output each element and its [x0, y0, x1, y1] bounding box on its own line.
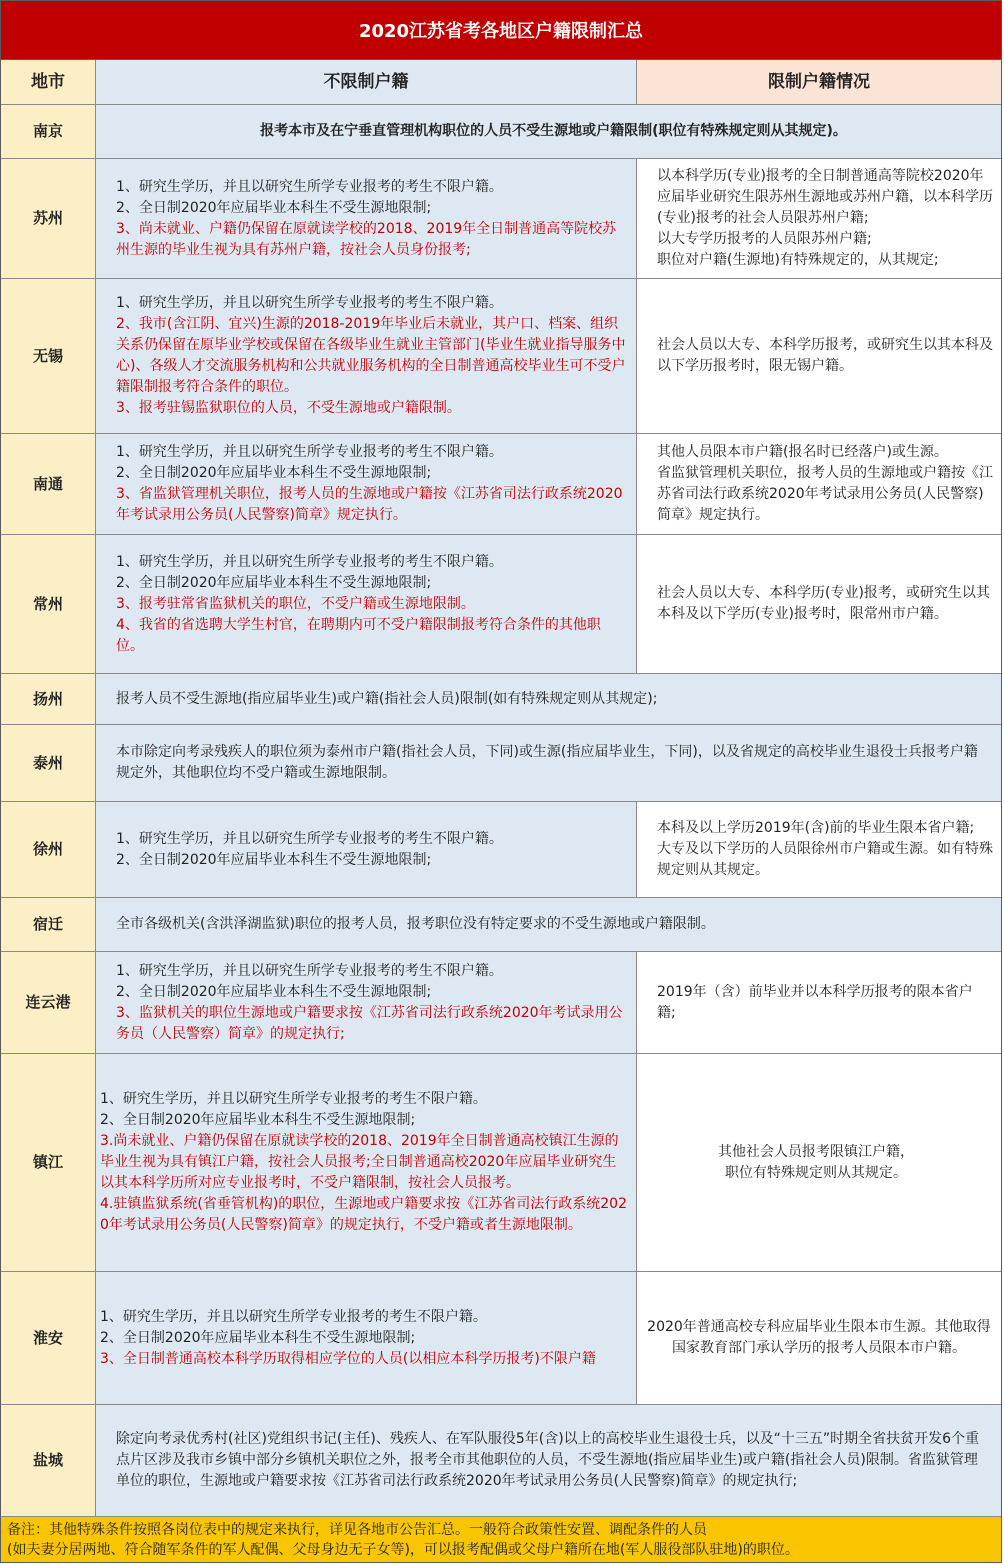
table-row-huaian: [1, 1271, 1001, 1404]
policy-line: 1、研究生学历，并且以研究生所学专业报考的考生不限户籍。: [100, 1308, 487, 1325]
city-cell: 无锡: [1, 279, 96, 433]
table-row-xuzhou: [1, 801, 1001, 897]
unlimited-cell: [96, 434, 637, 534]
table-row-zhenjiang: [1, 1053, 1001, 1271]
policy-line-highlight: 3、监狱机关的职位生源地或户籍要求按《江苏省司法行政系统2020年考试录用公务员（人民警察）简章》的规定执行;: [116, 1004, 623, 1042]
unlimited-cell: [96, 802, 637, 897]
limit-line: 2019年（含）前毕业并以本科学历报考的限本省户: [657, 983, 973, 1000]
limited-cell: [637, 952, 1001, 1053]
table-row-wuxi: [1, 278, 1001, 433]
table-row-nanjing: [1, 104, 1001, 158]
city-cell: 淮安: [1, 1272, 96, 1404]
policy-line: 1、研究生学历，并且以研究生所学专业报考的考生不限户籍。: [116, 178, 503, 195]
city-cell: 扬州: [1, 674, 96, 724]
limited-cell: [637, 1054, 1001, 1271]
footnote: [1, 1516, 1001, 1562]
policy-line: 2、全日制2020年应届毕业本科生不受生源地限制;: [100, 1329, 416, 1346]
table-row-lianyungang: [1, 951, 1001, 1053]
limited-cell: [637, 1272, 1001, 1404]
policy-line-highlight: 3、报考驻锡监狱职位的人员，不受生源地或户籍限制。: [116, 400, 461, 416]
policy-line: 2、全日制2020年应届毕业本科生不受生源地限制;: [116, 199, 432, 216]
table-title: 2020江苏省考各地区户籍限制汇总: [1, 1, 1001, 60]
policy-line: 1、研究生学历，并且以研究生所学专业报考的考生不限户籍。: [116, 830, 503, 847]
policy-line: 1、研究生学历，并且以研究生所学专业报考的考生不限户籍。: [116, 962, 503, 979]
header-city: 地市: [1, 60, 96, 104]
table-row-suqian: [1, 897, 1001, 951]
policy-line-highlight: 2、我市(含江阴、宜兴)生源的2018-2019年毕业后未就业，其户口、档案、组织关系仍保留在原毕业学校或保留在各级毕业生就业主管部门(毕业生就业指导服务中心)、各级人才交流服务机构和公共就业服务机构的全日制普通高校毕业生可不受户籍限制报考符合条件的职位。: [116, 316, 626, 395]
limit-line: 社会人员以大专、本科学历报考，或研究生以其本科及以下学历报考时，限无锡户籍。: [657, 337, 993, 374]
table-row-changzhou: [1, 534, 1001, 673]
limit-line: 省监狱管理机关职位，报考人员的生源地或户籍按《江苏省司法行政系统2020年考试录用公务员(人民警察)简章》规定执行。: [657, 465, 993, 523]
policy-line-highlight: 3、尚未就业、户籍仍保留在原就读学校的2018、2019年全日制普通高等院校苏州生源的毕业生视为具有苏州户籍，按社会人员身份报考;: [116, 220, 617, 258]
city-cell: 盐城: [1, 1405, 96, 1516]
unlimited-cell: [96, 279, 637, 433]
policy-line-highlight: 3、省监狱管理机关职位，报考人员的生源地或户籍按《江苏省司法行政系统2020年考试录用公务员(人民警察)简章》规定执行。: [116, 486, 623, 523]
unlimited-cell: [96, 159, 637, 278]
city-cell: 常州: [1, 535, 96, 673]
policy-line: 1、研究生学历，并且以研究生所学专业报考的考生不限户籍。: [116, 553, 503, 570]
footnote-line: 备注：其他特殊条件按照各岗位表中的规定来执行，详见各地市公告汇总。一般符合政策性安置、调配条件的人员: [7, 1522, 707, 1538]
policy-line-highlight: 3.尚未就业、户籍仍保留在原就读学校的2018、2019年全日制普通高校镇江生源的毕业生视为具有镇江户籍，按社会人员报考;全日制普通高校2020年应届毕业研究生以其本科学历所对应专业报考时，不受户籍限制，按社会人员报考。: [100, 1133, 619, 1191]
policy-line-highlight: 4、我省的省选聘大学生村官，在聘期内可不受户籍限制报考符合条件的其他职位。: [116, 616, 601, 654]
policy-line: 2、全日制2020年应届毕业本科生不受生源地限制;: [116, 983, 432, 1000]
limit-line: 社会人员以大专、本科学历(专业)报考，或研究生以其本科及以下学历(专业)报考时，限常州市户籍。: [657, 585, 990, 622]
full-policy-cell: 报考本市及在宁垂直管理机构职位的人员不受生源地或户籍限制(职位有特殊规定则从其规定)。: [96, 105, 1001, 158]
table-row-yangzhou: [1, 673, 1001, 724]
policy-text: 本市除定向考录残疾人的职位须为泰州市户籍(指社会人员，下同)或生源(指应届毕业生，下同)，以及省规定的高校毕业生退役士兵报考户籍规定外，其他职位均不受户籍或生源地限制。: [116, 744, 978, 781]
policy-line: 1、研究生学历，并且以研究生所学专业报考的考生不限户籍。: [116, 295, 503, 311]
full-policy-cell: 报考人员不受生源地(指应届毕业生)或户籍(指社会人员)限制(如有特殊规定则从其规定);: [96, 674, 1001, 724]
limited-cell: [637, 434, 1001, 534]
policy-line-highlight: 3、报考驻常省监狱机关的职位，不受户籍或生源地限制。: [116, 595, 475, 612]
limit-line: 职位对户籍(生源地)有特殊规定的，从其规定;: [657, 252, 939, 268]
policy-line: 2、全日制2020年应届毕业本科生不受生源地限制;: [116, 465, 432, 481]
city-cell: 南通: [1, 434, 96, 534]
policy-line-highlight: 3、全日制普通高校本科学历取得相应学位的人员(以相应本科学历报考)不限户籍: [100, 1350, 596, 1367]
policy-line: 1、研究生学历，并且以研究生所学专业报考的考生不限户籍。: [100, 1091, 487, 1107]
policy-line: 2、全日制2020年应届毕业本科生不受生源地限制;: [116, 851, 432, 868]
policy-line-highlight: 4.驻镇监狱系统(省垂管机构)的职位，生源地或户籍要求按《江苏省司法行政系统2020年考试录用公务员(人民警察)简章》的规定执行，不受户籍或者生源地限制。: [100, 1196, 628, 1233]
limit-line: 2020年普通高校专科应届毕业生限本市生源。其他取得国家教育部门承认学历的报考人员限本市户籍。: [647, 1319, 991, 1356]
city-cell: 南京: [1, 105, 96, 158]
policy-text: 除定向考录优秀村(社区)党组织书记(主任)、残疾人、在军队服役5年(含)以上的高校毕业生退役士兵，以及“十三五”时期全省扶贫开发6个重点片区涉及我市乡镇中部分乡镇机关职位之外，报考全市其他职位的人员，不受生源地(指应届毕业生)或户籍(指社会人员)限制。省监狱管理单位的职位，生源地或户籍要求按《江苏省司法行政系统2020年考试录用公务员(人民警察)简章》的规定执行;: [116, 1431, 980, 1489]
city-cell: 苏州: [1, 159, 96, 278]
table-row-suzhou: [1, 158, 1001, 278]
city-cell: 泰州: [1, 725, 96, 801]
footnote-line: (如夫妻分居两地、符合随军条件的军人配偶、父母身边无子女等)，可以报考配偶或父母户籍所在地(军人服役部队驻地)的职位。: [7, 1542, 799, 1558]
table-row-yancheng: [1, 1404, 1001, 1516]
full-policy-cell: 全市各级机关(含洪泽湖监狱)职位的报考人员，报考职位没有特定要求的不受生源地或户籍限制。: [96, 898, 1001, 951]
limit-line: 其他社会人员报考限镇江户籍，: [718, 1143, 914, 1160]
limited-cell: [637, 535, 1001, 673]
header-unlimited: 不限制户籍: [96, 60, 637, 104]
city-cell: 镇江: [1, 1054, 96, 1271]
table-row-nantong: [1, 433, 1001, 534]
unlimited-cell: [96, 952, 637, 1053]
policy-line: 2、全日制2020年应届毕业本科生不受生源地限制;: [100, 1112, 416, 1128]
limit-line: 其他人员限本市户籍(报名时已经落户)或生源。: [657, 444, 948, 460]
limit-line: 大专及以下学历的人员限徐州市户籍或生源。如有特殊规定则从其规定。: [657, 841, 993, 878]
unlimited-cell: [96, 1272, 637, 1404]
limit-line: 职位有特殊规定则从其规定。: [725, 1164, 907, 1181]
city-cell: 连云港: [1, 952, 96, 1053]
header-limited: 限制户籍情况: [637, 60, 1001, 104]
unlimited-cell: [96, 535, 637, 673]
limit-line: 以本科学历(专业)报考的全日制普通高等院校2020年应届毕业研究生限苏州生源地或苏州户籍，以本科学历(专业)报考的社会人员限苏州户籍;: [657, 168, 993, 226]
limit-line: 籍;: [657, 1004, 676, 1021]
policy-line: 2、全日制2020年应届毕业本科生不受生源地限制;: [116, 574, 432, 591]
table-row-taizhou: [1, 724, 1001, 801]
policy-line: 1、研究生学历，并且以研究生所学专业报考的考生不限户籍。: [116, 444, 503, 460]
limit-line: 本科及以上学历2019年(含)前的毕业生限本省户籍;: [657, 820, 975, 836]
city-cell: 徐州: [1, 802, 96, 897]
unlimited-cell: [96, 1054, 637, 1271]
limit-line: 以大专学历报考的人员限苏州户籍;: [657, 231, 872, 247]
limited-cell: [637, 279, 1001, 433]
table-header-row: [1, 60, 1001, 104]
limited-cell: [637, 802, 1001, 897]
full-policy-cell: [96, 725, 1001, 801]
limited-cell: [637, 159, 1001, 278]
full-policy-cell: [96, 1405, 1001, 1516]
city-cell: 宿迁: [1, 898, 96, 951]
